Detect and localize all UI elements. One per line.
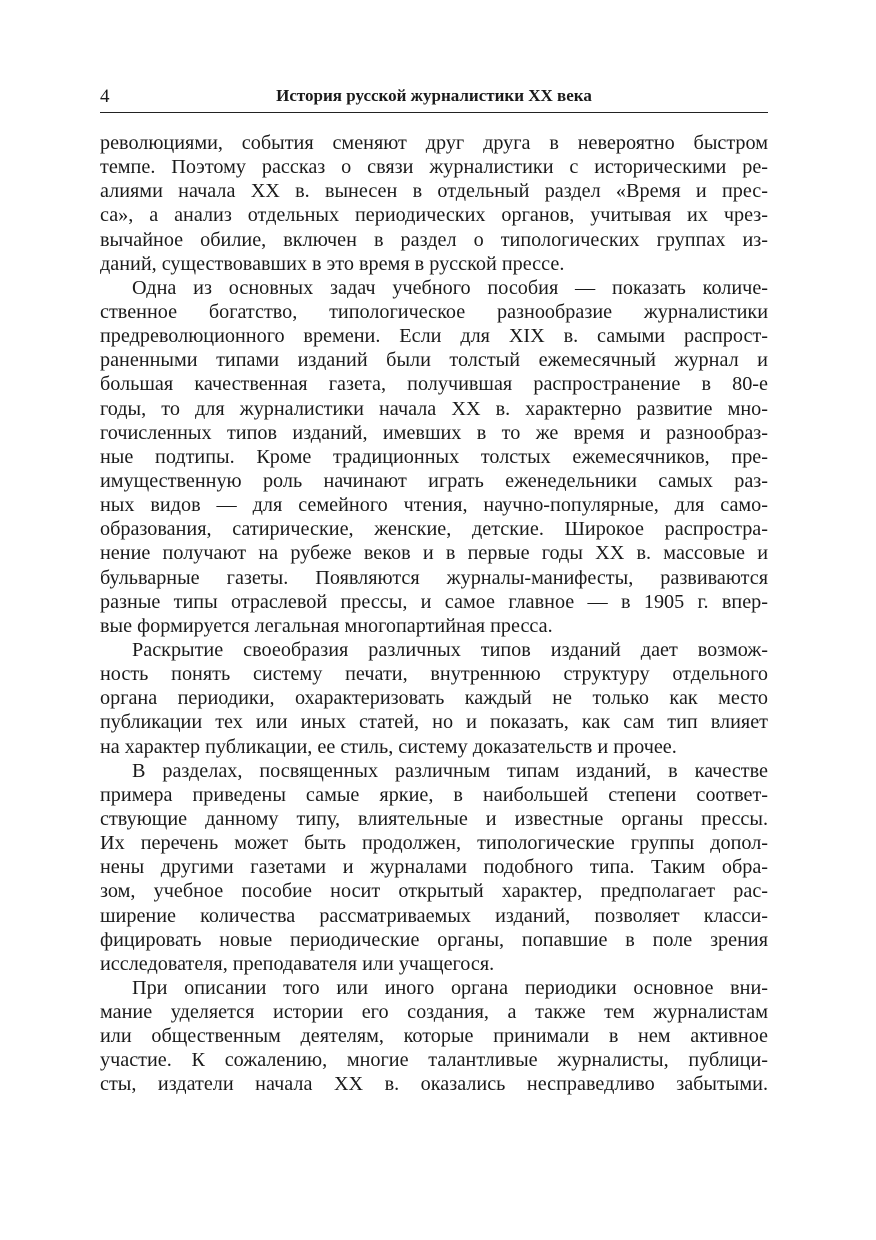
paragraph — [100, 759, 768, 976]
text-line: годы, то для журналистики начала XX в. характерно развитие мно- — [100, 397, 768, 420]
text-line: примера приведены самые яркие, в наибольшей степени соответ- — [100, 783, 768, 806]
text-line: При описании того или иного органа периодики основное вни- — [132, 976, 768, 999]
text-line: мание уделяется истории его создания, а также тем журналистам — [100, 1001, 768, 1024]
text-line: Раскрытие своеобразия различных типов изданий дает возмож- — [132, 638, 768, 661]
text-line: исследователя, преподавателя или учащегося. — [100, 952, 495, 975]
text-line: или общественным деятелям, которые принимали в нем активное — [100, 1025, 768, 1048]
text-line: алиями начала XX в. вынесен в отдельный раздел «Время и прес- — [100, 180, 768, 203]
text-line: ных видов — для семейного чтения, научно-популярные, для само- — [100, 494, 768, 517]
text-line: нение получают на рубеже веков и в первые годы XX в. массовые и — [100, 542, 768, 565]
text-line: Их перечень может быть продолжен, типологические группы допол- — [100, 832, 768, 855]
running-header — [100, 82, 768, 113]
text-line: бульварные газеты. Появляются журналы-манифесты, развиваются — [100, 566, 768, 589]
paragraph — [100, 276, 768, 638]
text-line: раненными типами изданий были толстый ежемесячный журнал и — [100, 349, 768, 372]
text-line: ствующие данному типу, влиятельные и известные органы прессы. — [100, 807, 768, 830]
text-line: даний, существовавших в это время в русской прессе. — [100, 252, 565, 275]
paragraph — [100, 638, 768, 759]
text-line: гочисленных типов изданий, имевших в то же время и разнообраз- — [100, 421, 768, 444]
text-line: нены другими газетами и журналами подобного типа. Таким обра- — [100, 856, 768, 879]
text-line: ширение количества рассматриваемых изданий, позволяет класси- — [100, 904, 768, 927]
text-line: органа периодики, охарактеризовать каждый не только как место — [100, 687, 768, 710]
text-line: ность понять систему печати, внутреннюю структуру отдельного — [100, 663, 768, 686]
text-line: сты, издатели начала XX в. оказались несправедливо забытыми. — [100, 1073, 768, 1096]
text-line: Одна из основных задач учебного пособия — показать количе- — [132, 276, 768, 299]
book-page — [100, 82, 768, 1097]
text-line: ные подтипы. Кроме традиционных толстых ежемесячников, пре- — [100, 445, 768, 468]
text-line: революциями, события сменяют друг друга в невероятно быстром — [100, 132, 768, 154]
paragraph — [100, 976, 768, 1097]
text-line: В разделах, посвященных различным типам изданий, в качестве — [132, 759, 768, 782]
running-title: История русской журналистики XX века — [276, 86, 592, 105]
text-line: образования, сатирические, женские, детские. Широкое распростра- — [100, 518, 768, 541]
text-line: имущественную роль начинают играть еженедельники самых раз- — [100, 469, 768, 492]
text-line: публикации тех или иных статей, но и показать, как сам тип влияет — [100, 711, 768, 734]
text-line: са», а анализ отдельных периодических органов, учитывая их чрез- — [100, 204, 768, 227]
text-line: участие. К сожалению, многие талантливые журналисты, публици- — [100, 1049, 768, 1072]
text-line: предреволюционного времени. Если для XIX в. самыми распрост- — [100, 325, 768, 348]
text-line: вые формируется легальная многопартийная пресса. — [100, 614, 553, 637]
page-number: 4 — [100, 86, 110, 107]
text-line: фицировать новые периодические органы, попавшие в поле зрения — [100, 928, 768, 951]
text-line: большая качественная газета, получившая распространение в 80-е — [100, 373, 768, 396]
text-line: темпе. Поэтому рассказ о связи журналистики с историческими ре- — [100, 156, 768, 179]
text-line: зом, учебное пособие носит открытый характер, предполагает рас- — [100, 880, 768, 903]
text-line: вычайное обилие, включен в раздел о типологических группах из- — [100, 228, 768, 251]
text-line: ственное богатство, типологическое разнообразие журналистики — [100, 300, 768, 323]
paragraph — [100, 131, 768, 276]
text-line: разные типы отраслевой прессы, и самое главное — в 1905 г. впер- — [100, 590, 768, 613]
body-text — [100, 131, 768, 1097]
text-line: на характер публикации, ее стиль, систему доказательств и прочее. — [100, 735, 677, 758]
